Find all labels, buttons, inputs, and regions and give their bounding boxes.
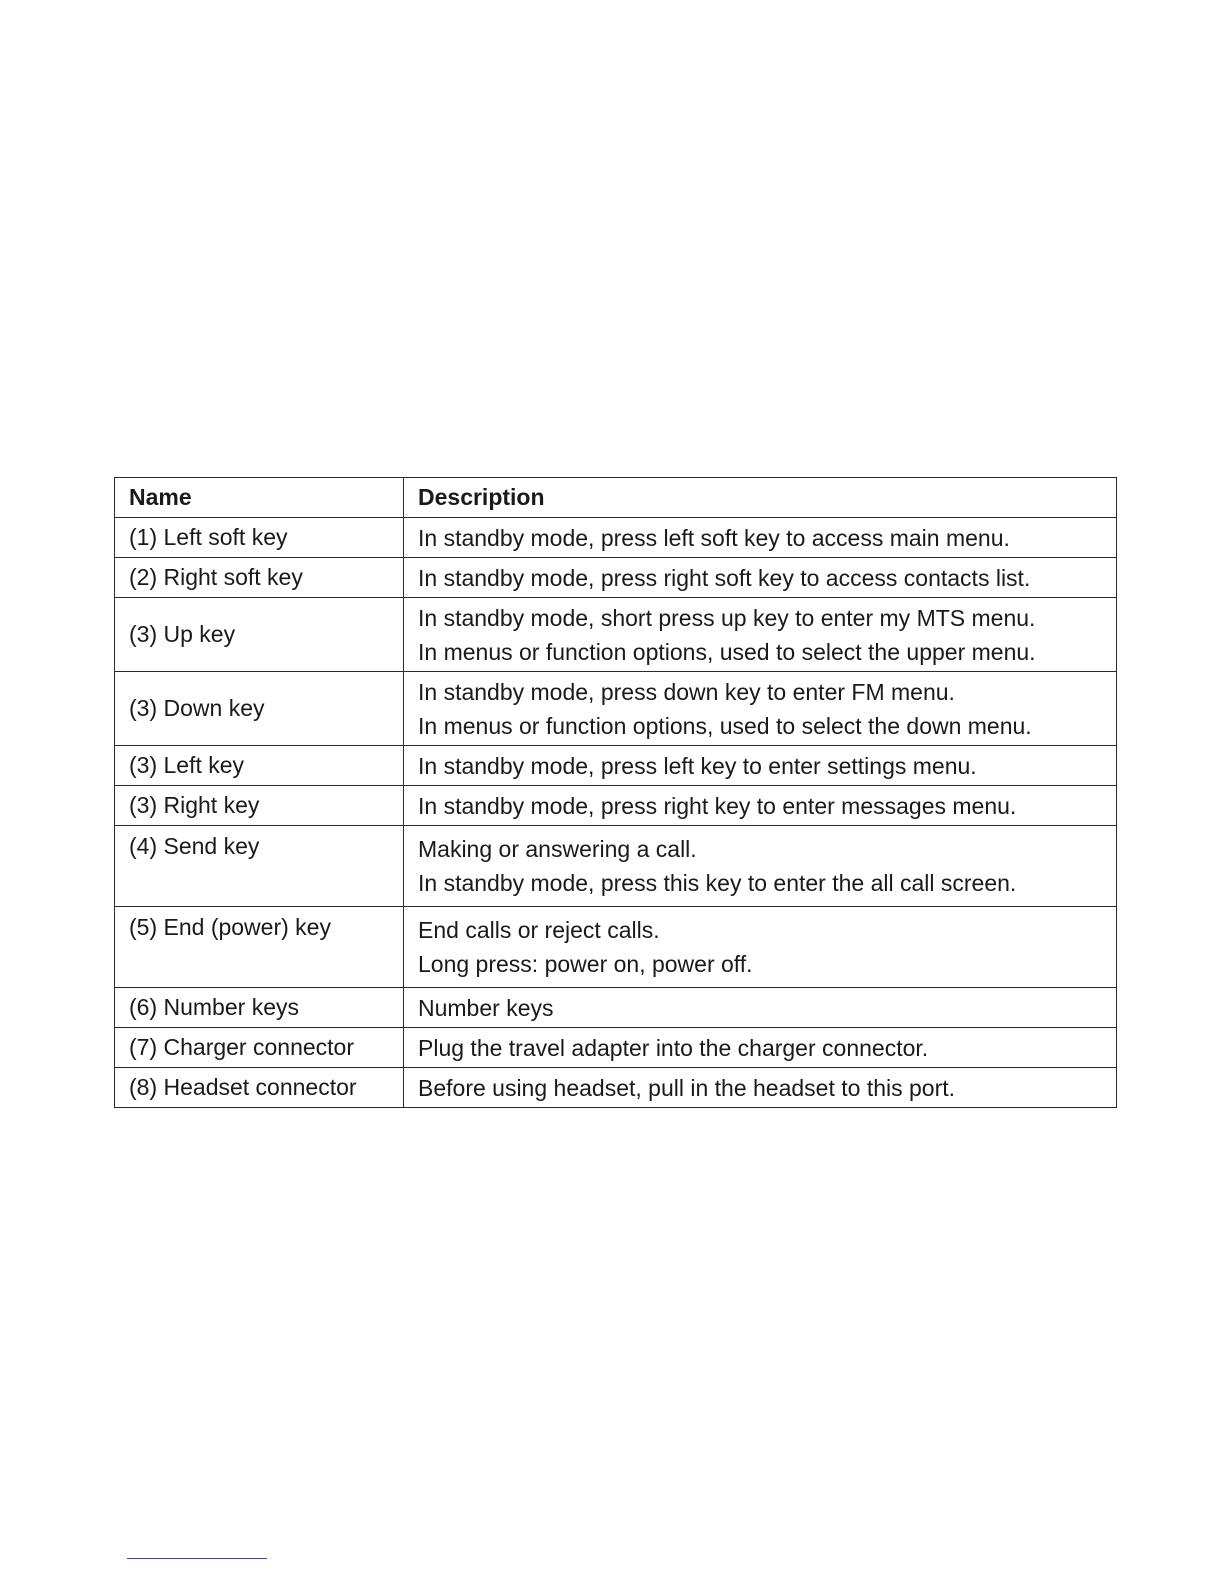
table-row xyxy=(115,786,1117,826)
key-description-cell xyxy=(404,672,1117,746)
description-line: In standby mode, press left key to enter settings menu. xyxy=(418,752,977,779)
table-row xyxy=(115,518,1117,558)
description-line: In standby mode, press down key to enter FM menu. xyxy=(418,678,955,705)
table-row xyxy=(115,558,1117,598)
table-header-row xyxy=(115,478,1117,518)
key-description-cell xyxy=(404,1028,1117,1068)
name-column-header: Name xyxy=(115,478,404,518)
description-line: In standby mode, press right soft key to access contacts list. xyxy=(418,564,1031,591)
table-row xyxy=(115,1028,1117,1068)
description-line: In standby mode, press right key to enter messages menu. xyxy=(418,792,1017,819)
key-name-cell: (4) Send key xyxy=(115,826,404,907)
table-row xyxy=(115,1068,1117,1108)
key-description-cell xyxy=(404,826,1117,907)
key-name-cell: (7) Charger connector xyxy=(115,1028,404,1068)
key-description-cell xyxy=(404,907,1117,988)
table-row xyxy=(115,826,1117,907)
description-line: In standby mode, short press up key to enter my MTS menu. xyxy=(418,604,1036,631)
description-line: Before using headset, pull in the headset to this port. xyxy=(418,1074,956,1101)
key-name-cell: (2) Right soft key xyxy=(115,558,404,598)
table-row xyxy=(115,598,1117,672)
table-row xyxy=(115,988,1117,1028)
key-name-cell: (1) Left soft key xyxy=(115,518,404,558)
key-description-cell xyxy=(404,1068,1117,1108)
key-description-cell xyxy=(404,598,1117,672)
description-line: In menus or function options, used to select the down menu. xyxy=(418,712,1032,739)
description-line: End calls or reject calls. xyxy=(418,917,660,943)
key-description-cell xyxy=(404,518,1117,558)
key-description-cell xyxy=(404,746,1117,786)
key-name-cell: (5) End (power) key xyxy=(115,907,404,988)
keys-table xyxy=(114,477,1117,1108)
key-description-cell xyxy=(404,786,1117,826)
key-name-cell: (3) Left key xyxy=(115,746,404,786)
description-line: In menus or function options, used to select the upper menu. xyxy=(418,638,1036,665)
table-row xyxy=(115,746,1117,786)
table-row xyxy=(115,907,1117,988)
description-line: In standby mode, press left soft key to access main menu. xyxy=(418,524,1010,551)
key-name-cell: (6) Number keys xyxy=(115,988,404,1028)
description-line: Making or answering a call. xyxy=(418,836,697,862)
key-description-cell xyxy=(404,558,1117,598)
footer-divider-line xyxy=(127,1558,267,1559)
key-name-cell: (3) Down key xyxy=(115,672,404,746)
description-line: Plug the travel adapter into the charger connector. xyxy=(418,1034,929,1061)
description-line: In standby mode, press this key to enter the all call screen. xyxy=(418,870,1017,896)
description-line: Number keys xyxy=(418,994,554,1021)
key-name-cell: (3) Right key xyxy=(115,786,404,826)
key-name-cell: (8) Headset connector xyxy=(115,1068,404,1108)
table-row xyxy=(115,672,1117,746)
description-column-header: Description xyxy=(404,478,1117,518)
key-name-cell: (3) Up key xyxy=(115,598,404,672)
description-line: Long press: power on, power off. xyxy=(418,951,753,977)
key-description-cell xyxy=(404,988,1117,1028)
